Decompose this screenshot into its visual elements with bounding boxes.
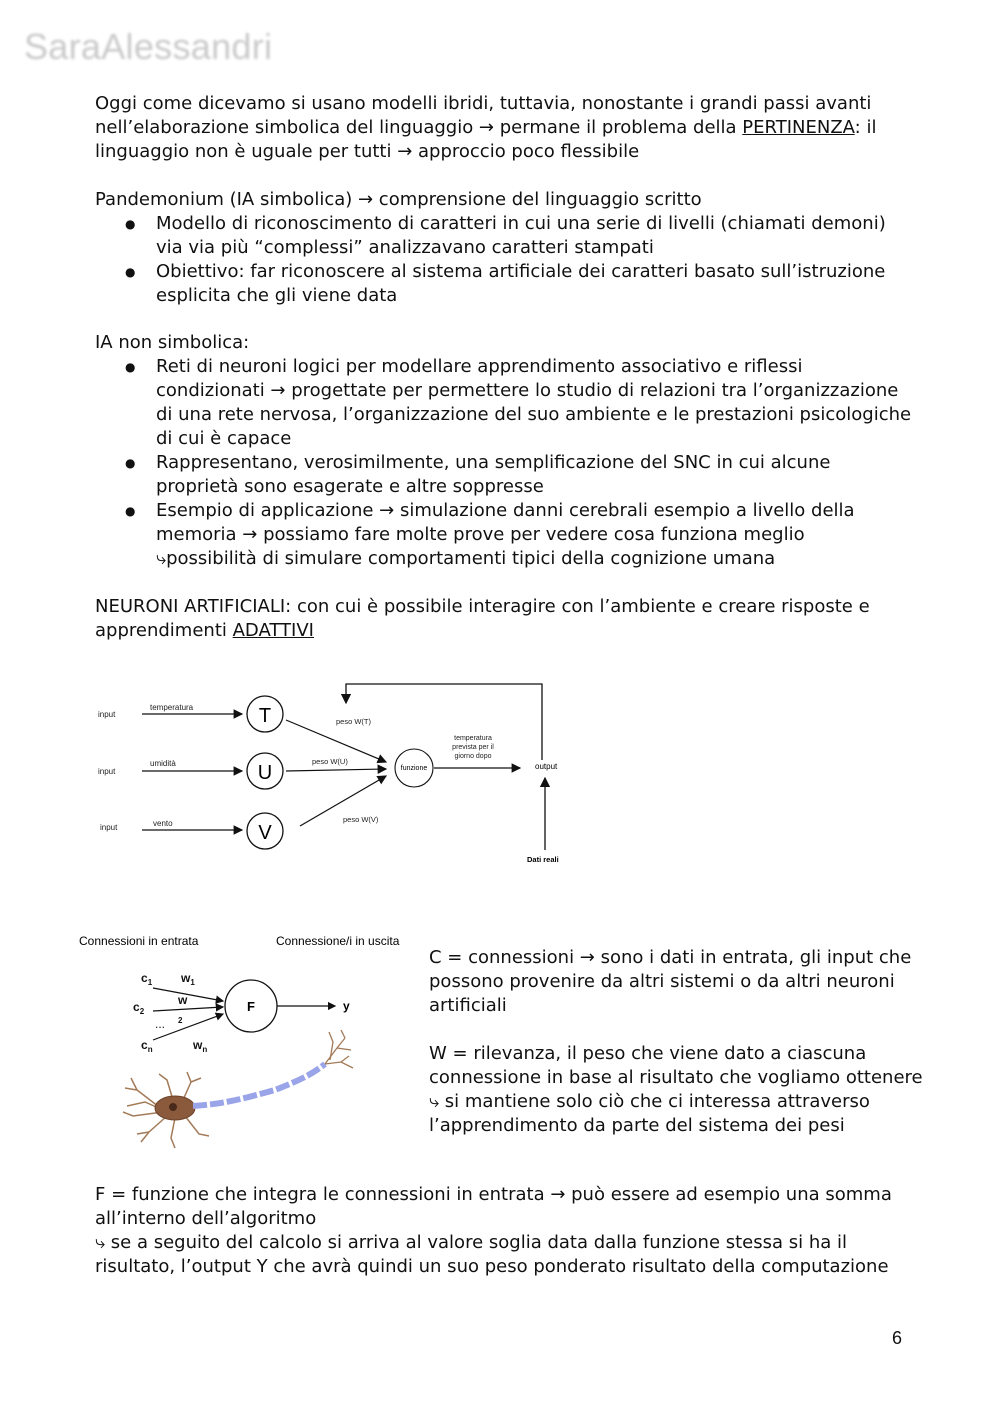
w2-subscript: 2: [178, 1016, 183, 1025]
non-simbolica-list: [95, 355, 915, 547]
c-definition: C = connessioni → sono i dati in entrata, gli input che possono provenire da altri sistemi o da altri neuroni artificiali: [429, 947, 912, 1016]
function-node: funzione: [400, 765, 428, 772]
non-simbolica-section: [95, 331, 915, 571]
forecast-label: temperatura: [454, 735, 492, 742]
neuroni-paragraph: NEURONI ARTIFICIALI: con cui è possibile interagire con l’ambiente e creare risposte e apprendimenti ADATTIVI: [95, 596, 870, 641]
input-name: temperatura: [150, 703, 194, 712]
output-y: y: [343, 999, 350, 1013]
node-v: V: [258, 822, 272, 844]
output-label: output: [535, 762, 558, 771]
watermark: SaraAlessandri: [24, 26, 273, 67]
weight-label: peso W(V): [343, 815, 379, 824]
f-note: ⤷ se a seguito del calcolo si arriva al valore soglia data dalla funzione stessa si ha il risultato, l’output Y che avrà quindi un suo peso ponderato risultato della computazione: [95, 1232, 889, 1277]
w2-label: w: [178, 993, 188, 1007]
w-definition: W = rilevanza, il peso che viene dato a ciascuna connessione in base al risultato che vogliamo ottenere: [429, 1043, 923, 1088]
sub-note: ⤷possibilità di simulare comportamenti tipici della cognizione umana: [156, 548, 776, 569]
list-item: ● Reti di neuroni logici per modellare apprendimento associativo e riflessi condizionati → progettate per permettere lo studio di relazioni tra l’organizzazione di una rete nervosa, l’organizzazione del suo ambiente e le prestazioni psicologiche di cui è capace: [156, 355, 915, 451]
dots-label: ...: [155, 1017, 166, 1031]
neuron-illustration: [123, 1030, 353, 1148]
intro-paragraph: Oggi come dicevamo si usano modelli ibridi, tuttavia, nonostante i grandi passi avanti nell’elaborazione simbolica del linguaggio → permane il problema della PERTINENZA: il linguaggio non è uguale per tutti → approccio poco flessibile: [95, 93, 877, 162]
w-note: ⤷ si mantiene solo ciò che ci interessa attraverso l’apprendimento da parte del sistema dei pesi: [429, 1091, 870, 1136]
pandemonium-section: [95, 188, 915, 308]
input-label: input: [98, 710, 116, 719]
node-u: U: [257, 762, 273, 784]
incoming-connections-label: Connessioni in entrata: [79, 934, 199, 948]
definitions-column: [429, 946, 929, 1138]
non-simbolica-heading: IA non simbolica:: [95, 332, 250, 353]
pandemonium-heading: Pandemonium (IA simbolica) → comprensione del linguaggio scritto: [95, 189, 702, 210]
forecast-label: prevista per il: [452, 744, 494, 751]
input-label: input: [98, 767, 116, 776]
w1-label: $w_1$: [181, 971, 195, 987]
wn-label: $w_n$: [193, 1038, 208, 1054]
weight-label: peso W(U): [312, 757, 348, 766]
cn-label: $c_n$: [141, 1038, 153, 1054]
f-section: [95, 1183, 915, 1279]
input-name: umidità: [150, 759, 176, 768]
neural-network-diagram: [90, 672, 570, 872]
function-f: F: [247, 999, 255, 1014]
adattivi-underlined: ADATTIVI: [232, 620, 314, 641]
node-t: T: [258, 705, 272, 727]
page-number: 6: [892, 1328, 903, 1348]
list-item: ● Obiettivo: far riconoscere al sistema artificiale dei caratteri basato sull’istruzione esplicita che gli viene data: [156, 260, 915, 308]
pandemonium-list: [95, 212, 915, 308]
f-definition: F = funzione che integra le connessioni in entrata → può essere ad esempio una somma all’interno dell’algoritmo: [95, 1184, 892, 1229]
forecast-label: giorno dopo: [454, 753, 492, 760]
list-item: ● Modello di riconoscimento di caratteri in cui una serie di livelli (chiamati demoni) via via più “complessi” analizzavano caratteri stampati: [156, 212, 915, 260]
input-name: vento: [153, 819, 173, 828]
real-data-label: Dati reali: [527, 855, 559, 864]
c2-label: $c_2$: [133, 1000, 145, 1016]
list-item: ● Esempio di applicazione → simulazione danni cerebrali esempio a livello della memoria → possiamo fare molte prove per vedere cosa funziona meglio: [156, 499, 915, 547]
pertinenza-underlined: PERTINENZA: [742, 117, 855, 138]
artificial-neuron-diagram: [75, 930, 420, 1155]
list-item: ● Rappresentano, verosimilmente, una semplificazione del SNC in cui alcune proprietà sono esagerate e altre soppresse: [156, 451, 915, 499]
outgoing-connections-label: Connessione/i in uscita: [276, 934, 400, 948]
input-label: input: [100, 823, 118, 832]
weight-label: peso W(T): [336, 717, 372, 726]
c1-label: $c_1$: [141, 971, 153, 987]
